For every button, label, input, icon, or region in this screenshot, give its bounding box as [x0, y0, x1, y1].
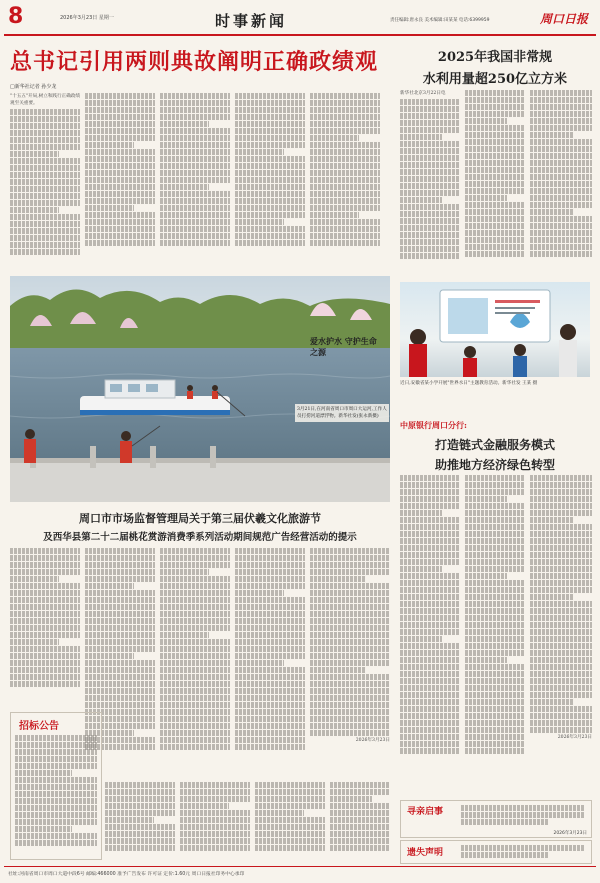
bottom-article-col4	[330, 782, 390, 860]
notice-title-line1: 周口市市场监督管理局关于第三届伏羲文化旅游节	[79, 512, 321, 525]
section-title: 时事新闻	[215, 12, 288, 30]
lost-body	[461, 845, 585, 859]
article2-col1	[400, 90, 460, 275]
issue-date: 2026年3月23日 星期一	[60, 15, 114, 21]
article1-headline: 总书记引用两则典故阐明正确政绩观	[10, 49, 379, 75]
notice-col5	[310, 548, 390, 778]
notice-headline	[10, 510, 390, 543]
water-day-caption: 近日,安徽省某小学开展"世界水日"主题教育活动。新华社发 王某 摄	[400, 381, 538, 386]
footer-text: 社址:河南省周口市周口大道中段6号 邮编:466000 准予广告发布 许可证 定价:1.60元 周口日报社印务中心承印	[8, 872, 245, 877]
tender-title: 招标公告	[19, 721, 59, 732]
article2-col3	[530, 90, 592, 275]
article3-title-line1: 打造链式金融服务模式	[434, 438, 555, 452]
article2-title-line1: 2025年我国非常规	[437, 50, 553, 65]
seek-title: 寻亲启事	[407, 807, 444, 817]
article1-col4	[235, 93, 305, 261]
article3-col2	[465, 475, 525, 797]
article3-title-line2: 助推地方经济绿色转型	[434, 458, 555, 472]
photo-overlay-caption: 3月21日,在河南省周口市周口大运河,工作人员打捞河道漂浮物。新华社发(张永新摄)	[295, 404, 389, 422]
article1-col2	[85, 93, 155, 261]
masthead-rule	[4, 34, 596, 36]
notice-col3	[160, 548, 230, 778]
photo-overlay-label: 爱水护水 守护生命之源	[310, 336, 377, 357]
river-cleanup-illustration	[10, 276, 390, 502]
editor-info: 责任编辑:唐永良 美术编辑:田某某 电话:6399959	[390, 18, 490, 23]
notice-col4	[235, 548, 305, 778]
article3-col1	[400, 475, 460, 797]
article2-col2	[465, 90, 525, 275]
tender-body	[15, 735, 97, 855]
water-day-illustration	[400, 282, 590, 377]
bottom-article-col2	[180, 782, 250, 860]
bottom-article-col1	[105, 782, 175, 860]
article1-col5	[310, 93, 380, 261]
seek-date: 2026年3月23日	[553, 831, 587, 836]
bottom-article-col3	[255, 782, 325, 860]
notice-title-line2: 及西华县第二十二届桃花赏游消费季系列活动期间规范广告经营活动的提示	[43, 532, 357, 543]
seek-notice	[400, 800, 592, 838]
lost-title: 遗失声明	[407, 848, 444, 858]
article2-title-line2: 水利用量超250亿立方米	[422, 72, 568, 87]
page-number: 8	[8, 4, 24, 29]
article3-dateline: 2026年3月23日	[557, 735, 592, 740]
article3-col3	[530, 475, 592, 797]
article1-byline: □新华社记者 孙少龙	[10, 84, 57, 90]
notice-col1	[10, 548, 80, 708]
seek-body	[461, 805, 585, 829]
article3-section: 中原银行周口分行:	[400, 420, 467, 430]
article1-col3	[160, 93, 230, 261]
lost-notice	[400, 840, 592, 864]
newspaper-logo: 周口日报	[540, 12, 589, 26]
masthead	[0, 0, 600, 36]
article2-headline	[400, 46, 590, 87]
footer-rule	[4, 866, 596, 867]
article1-col1	[10, 93, 80, 261]
article3-headline	[400, 436, 590, 473]
water-day-photo	[400, 282, 590, 377]
article1-lead: "十五五"开局,树立和践行正确政绩观至关重要。	[10, 94, 80, 106]
notice-dateline: 2026年3月23日	[355, 738, 390, 743]
article2-dateline: 新华社北京3月22日电	[400, 91, 446, 96]
river-photo	[10, 276, 390, 502]
tender-ad	[10, 712, 102, 860]
